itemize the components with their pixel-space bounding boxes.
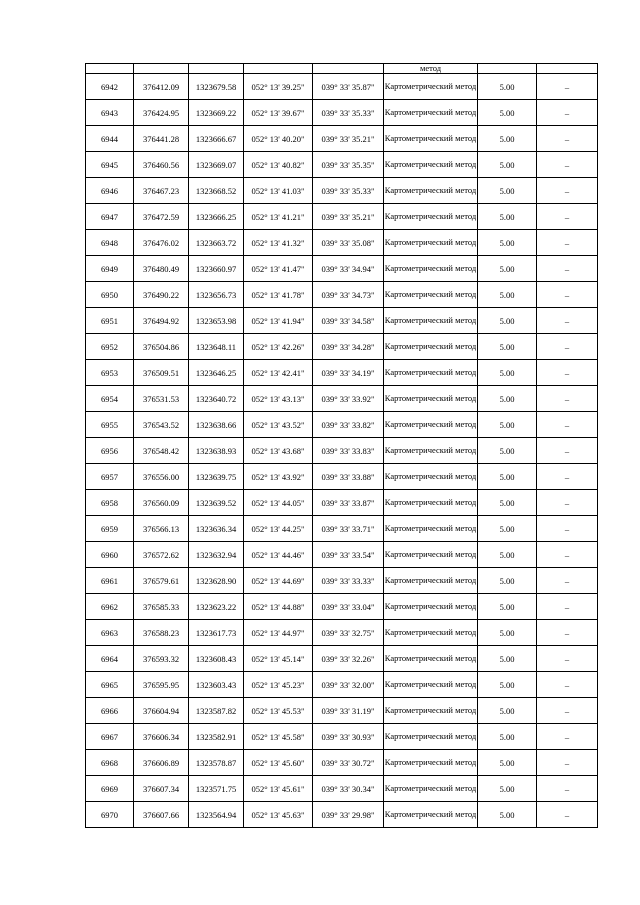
cell-latitude: 052° 13' 41.94" xyxy=(244,308,313,334)
cell-latitude: 052° 13' 45.63" xyxy=(244,802,313,828)
cell-x: 376531.53 xyxy=(134,386,189,412)
cell-point-number: 6944 xyxy=(86,126,134,152)
table-row xyxy=(86,178,598,204)
cell-method: Картометрический метод xyxy=(384,620,478,646)
table-row xyxy=(86,776,598,802)
cell-accuracy: 5.00 xyxy=(478,412,537,438)
cell-x: 376548.42 xyxy=(134,438,189,464)
table-row xyxy=(86,204,598,230)
cell-latitude: 052° 13' 41.78" xyxy=(244,282,313,308)
cell-description: – xyxy=(537,750,598,776)
cell-latitude: 052° 13' 41.21" xyxy=(244,204,313,230)
cell-method: Картометрический метод xyxy=(384,308,478,334)
cell-description: – xyxy=(537,490,598,516)
cell-y: 1323669.07 xyxy=(189,152,244,178)
cell-point-number: 6961 xyxy=(86,568,134,594)
cell-point-number: 6951 xyxy=(86,308,134,334)
cell-method: Картометрический метод xyxy=(384,256,478,282)
cell-longitude: 039° 33' 33.87" xyxy=(313,490,384,516)
cell-point-number: 6943 xyxy=(86,100,134,126)
cell-longitude: 039° 33' 34.28" xyxy=(313,334,384,360)
cell-point-number: 6953 xyxy=(86,360,134,386)
cell-accuracy: 5.00 xyxy=(478,620,537,646)
coordinates-table xyxy=(85,63,598,828)
cell-latitude: 052° 13' 42.41" xyxy=(244,360,313,386)
cell-description: – xyxy=(537,568,598,594)
cell-accuracy: 5.00 xyxy=(478,568,537,594)
table-row xyxy=(86,438,598,464)
cell-description: – xyxy=(537,100,598,126)
cell-latitude: 052° 13' 39.67" xyxy=(244,100,313,126)
cell-x: 376560.09 xyxy=(134,490,189,516)
cell-x: 376607.66 xyxy=(134,802,189,828)
cell-x: 376607.34 xyxy=(134,776,189,802)
cell-longitude: 039° 33' 35.08" xyxy=(313,230,384,256)
cell-point-number xyxy=(86,64,134,74)
cell-latitude: 052° 13' 44.69" xyxy=(244,568,313,594)
cell-x: 376494.92 xyxy=(134,308,189,334)
cell-latitude: 052° 13' 43.92" xyxy=(244,464,313,490)
cell-description: – xyxy=(537,74,598,100)
table-row xyxy=(86,412,598,438)
cell-method: Картометрический метод xyxy=(384,334,478,360)
cell-accuracy: 5.00 xyxy=(478,464,537,490)
cell-point-number: 6952 xyxy=(86,334,134,360)
cell-method: Картометрический метод xyxy=(384,750,478,776)
cell-latitude: 052° 13' 44.05" xyxy=(244,490,313,516)
cell-point-number: 6960 xyxy=(86,542,134,568)
cell-y: 1323638.93 xyxy=(189,438,244,464)
cell-x: 376480.49 xyxy=(134,256,189,282)
cell-description: – xyxy=(537,776,598,802)
cell-point-number: 6967 xyxy=(86,724,134,750)
table-row xyxy=(86,464,598,490)
cell-method: Картометрический метод xyxy=(384,438,478,464)
cell-longitude: 039° 33' 35.21" xyxy=(313,126,384,152)
cell-point-number: 6946 xyxy=(86,178,134,204)
cell-accuracy: 5.00 xyxy=(478,282,537,308)
cell-x: 376412.09 xyxy=(134,74,189,100)
table-row xyxy=(86,672,598,698)
cell-method: Картометрический метод xyxy=(384,776,478,802)
cell-point-number: 6959 xyxy=(86,516,134,542)
cell-accuracy: 5.00 xyxy=(478,438,537,464)
cell-point-number: 6948 xyxy=(86,230,134,256)
cell-y: 1323582.91 xyxy=(189,724,244,750)
cell-accuracy: 5.00 xyxy=(478,750,537,776)
cell-longitude: 039° 33' 32.26" xyxy=(313,646,384,672)
cell-y: 1323666.25 xyxy=(189,204,244,230)
cell-y: 1323669.22 xyxy=(189,100,244,126)
table-row xyxy=(86,490,598,516)
table-row xyxy=(86,100,598,126)
cell-accuracy: 5.00 xyxy=(478,646,537,672)
cell-description: – xyxy=(537,438,598,464)
cell-point-number: 6968 xyxy=(86,750,134,776)
cell-accuracy: 5.00 xyxy=(478,178,537,204)
cell-longitude xyxy=(313,64,384,74)
cell-latitude: 052° 13' 40.82" xyxy=(244,152,313,178)
cell-latitude: 052° 13' 43.68" xyxy=(244,438,313,464)
cell-description: – xyxy=(537,802,598,828)
cell-point-number: 6963 xyxy=(86,620,134,646)
cell-longitude: 039° 33' 33.33" xyxy=(313,568,384,594)
cell-point-number: 6942 xyxy=(86,74,134,100)
cell-longitude: 039° 33' 35.87" xyxy=(313,74,384,100)
cell-longitude: 039° 33' 31.19" xyxy=(313,698,384,724)
cell-x xyxy=(134,64,189,74)
cell-latitude: 052° 13' 45.14" xyxy=(244,646,313,672)
cell-longitude: 039° 33' 34.73" xyxy=(313,282,384,308)
cell-point-number: 6969 xyxy=(86,776,134,802)
cell-accuracy: 5.00 xyxy=(478,516,537,542)
cell-x: 376543.52 xyxy=(134,412,189,438)
cell-latitude: 052° 13' 40.20" xyxy=(244,126,313,152)
cell-x: 376606.34 xyxy=(134,724,189,750)
cell-y: 1323578.87 xyxy=(189,750,244,776)
cell-x: 376460.56 xyxy=(134,152,189,178)
cell-y: 1323632.94 xyxy=(189,542,244,568)
cell-description: – xyxy=(537,698,598,724)
cell-y: 1323617.73 xyxy=(189,620,244,646)
cell-x: 376604.94 xyxy=(134,698,189,724)
table-row xyxy=(86,256,598,282)
cell-method: Картометрический метод xyxy=(384,490,478,516)
cell-x: 376566.13 xyxy=(134,516,189,542)
cell-longitude: 039° 33' 34.19" xyxy=(313,360,384,386)
cell-method: Картометрический метод xyxy=(384,568,478,594)
cell-x: 376424.95 xyxy=(134,100,189,126)
cell-description: – xyxy=(537,594,598,620)
cell-description: – xyxy=(537,386,598,412)
cell-point-number: 6949 xyxy=(86,256,134,282)
cell-method: метод xyxy=(384,64,478,74)
cell-point-number: 6947 xyxy=(86,204,134,230)
table-row xyxy=(86,802,598,828)
cell-description: – xyxy=(537,672,598,698)
cell-method: Картометрический метод xyxy=(384,516,478,542)
cell-longitude: 039° 33' 33.54" xyxy=(313,542,384,568)
table-row xyxy=(86,594,598,620)
cell-y: 1323603.43 xyxy=(189,672,244,698)
cell-longitude: 039° 33' 33.92" xyxy=(313,386,384,412)
cell-description: – xyxy=(537,360,598,386)
cell-accuracy: 5.00 xyxy=(478,490,537,516)
cell-accuracy: 5.00 xyxy=(478,698,537,724)
cell-description: – xyxy=(537,620,598,646)
cell-accuracy: 5.00 xyxy=(478,74,537,100)
table-row xyxy=(86,308,598,334)
cell-latitude: 052° 13' 44.25" xyxy=(244,516,313,542)
cell-latitude: 052° 13' 44.97" xyxy=(244,620,313,646)
cell-y: 1323656.73 xyxy=(189,282,244,308)
cell-accuracy xyxy=(478,64,537,74)
cell-y: 1323639.75 xyxy=(189,464,244,490)
cell-longitude: 039° 33' 33.88" xyxy=(313,464,384,490)
cell-x: 376467.23 xyxy=(134,178,189,204)
table-row xyxy=(86,152,598,178)
cell-method: Картометрический метод xyxy=(384,386,478,412)
table-row xyxy=(86,282,598,308)
cell-description: – xyxy=(537,282,598,308)
cell-accuracy: 5.00 xyxy=(478,204,537,230)
cell-longitude: 039° 33' 35.21" xyxy=(313,204,384,230)
cell-description: – xyxy=(537,308,598,334)
cell-description: – xyxy=(537,334,598,360)
cell-x: 376585.33 xyxy=(134,594,189,620)
cell-method: Картометрический метод xyxy=(384,672,478,698)
table-row xyxy=(86,620,598,646)
cell-point-number: 6956 xyxy=(86,438,134,464)
table-row xyxy=(86,568,598,594)
cell-y: 1323587.82 xyxy=(189,698,244,724)
cell-point-number: 6957 xyxy=(86,464,134,490)
cell-latitude: 052° 13' 39.25" xyxy=(244,74,313,100)
cell-x: 376572.62 xyxy=(134,542,189,568)
cell-description: – xyxy=(537,464,598,490)
cell-latitude: 052° 13' 44.46" xyxy=(244,542,313,568)
cell-accuracy: 5.00 xyxy=(478,542,537,568)
cell-method: Картометрический метод xyxy=(384,282,478,308)
cell-accuracy: 5.00 xyxy=(478,776,537,802)
cell-longitude: 039° 33' 30.34" xyxy=(313,776,384,802)
cell-accuracy: 5.00 xyxy=(478,126,537,152)
cell-x: 376441.28 xyxy=(134,126,189,152)
cell-description: – xyxy=(537,178,598,204)
cell-longitude: 039° 33' 34.94" xyxy=(313,256,384,282)
cell-method: Картометрический метод xyxy=(384,360,478,386)
table-row xyxy=(86,750,598,776)
cell-y: 1323608.43 xyxy=(189,646,244,672)
cell-accuracy: 5.00 xyxy=(478,802,537,828)
cell-accuracy: 5.00 xyxy=(478,230,537,256)
cell-y: 1323679.58 xyxy=(189,74,244,100)
cell-description: – xyxy=(537,230,598,256)
cell-accuracy: 5.00 xyxy=(478,386,537,412)
cell-accuracy: 5.00 xyxy=(478,256,537,282)
cell-longitude: 039° 33' 35.33" xyxy=(313,178,384,204)
cell-method: Картометрический метод xyxy=(384,698,478,724)
cell-accuracy: 5.00 xyxy=(478,360,537,386)
cell-longitude: 039° 33' 33.83" xyxy=(313,438,384,464)
cell-x: 376509.51 xyxy=(134,360,189,386)
cell-longitude: 039° 33' 33.71" xyxy=(313,516,384,542)
cell-point-number: 6958 xyxy=(86,490,134,516)
cell-point-number: 6966 xyxy=(86,698,134,724)
cell-accuracy: 5.00 xyxy=(478,724,537,750)
table-body xyxy=(86,64,598,828)
cell-y: 1323639.52 xyxy=(189,490,244,516)
cell-y: 1323646.25 xyxy=(189,360,244,386)
cell-point-number: 6962 xyxy=(86,594,134,620)
cell-longitude: 039° 33' 32.75" xyxy=(313,620,384,646)
cell-y xyxy=(189,64,244,74)
cell-description: – xyxy=(537,256,598,282)
cell-x: 376588.23 xyxy=(134,620,189,646)
cell-method: Картометрический метод xyxy=(384,646,478,672)
cell-method: Картометрический метод xyxy=(384,126,478,152)
cell-longitude: 039° 33' 34.58" xyxy=(313,308,384,334)
cell-description: – xyxy=(537,126,598,152)
table-row xyxy=(86,386,598,412)
cell-method: Картометрический метод xyxy=(384,204,478,230)
cell-y: 1323571.75 xyxy=(189,776,244,802)
cell-method: Картометрический метод xyxy=(384,230,478,256)
cell-point-number: 6964 xyxy=(86,646,134,672)
cell-y: 1323638.66 xyxy=(189,412,244,438)
cell-x: 376595.95 xyxy=(134,672,189,698)
cell-latitude: 052° 13' 45.60" xyxy=(244,750,313,776)
cell-description: – xyxy=(537,542,598,568)
cell-longitude: 039° 33' 30.93" xyxy=(313,724,384,750)
cell-y: 1323668.52 xyxy=(189,178,244,204)
cell-latitude: 052° 13' 41.47" xyxy=(244,256,313,282)
cell-method: Картометрический метод xyxy=(384,412,478,438)
cell-latitude: 052° 13' 42.26" xyxy=(244,334,313,360)
cell-description: – xyxy=(537,516,598,542)
cell-longitude: 039° 33' 32.00" xyxy=(313,672,384,698)
cell-accuracy: 5.00 xyxy=(478,152,537,178)
table-row xyxy=(86,360,598,386)
cell-x: 376593.32 xyxy=(134,646,189,672)
cell-y: 1323666.67 xyxy=(189,126,244,152)
cell-method: Картометрический метод xyxy=(384,542,478,568)
cell-longitude: 039° 33' 35.33" xyxy=(313,100,384,126)
cell-description xyxy=(537,64,598,74)
table-row xyxy=(86,516,598,542)
table-row-continued xyxy=(86,64,598,74)
cell-x: 376476.02 xyxy=(134,230,189,256)
cell-accuracy: 5.00 xyxy=(478,334,537,360)
cell-x: 376606.89 xyxy=(134,750,189,776)
cell-y: 1323648.11 xyxy=(189,334,244,360)
cell-latitude: 052° 13' 41.03" xyxy=(244,178,313,204)
cell-latitude: 052° 13' 43.52" xyxy=(244,412,313,438)
cell-description: – xyxy=(537,646,598,672)
cell-latitude: 052° 13' 45.53" xyxy=(244,698,313,724)
cell-description: – xyxy=(537,724,598,750)
cell-x: 376472.59 xyxy=(134,204,189,230)
cell-accuracy: 5.00 xyxy=(478,594,537,620)
cell-x: 376579.61 xyxy=(134,568,189,594)
cell-x: 376490.22 xyxy=(134,282,189,308)
cell-y: 1323628.90 xyxy=(189,568,244,594)
cell-x: 376556.00 xyxy=(134,464,189,490)
cell-accuracy: 5.00 xyxy=(478,308,537,334)
cell-y: 1323623.22 xyxy=(189,594,244,620)
cell-accuracy: 5.00 xyxy=(478,100,537,126)
cell-y: 1323564.94 xyxy=(189,802,244,828)
table-row xyxy=(86,724,598,750)
cell-description: – xyxy=(537,412,598,438)
cell-method: Картометрический метод xyxy=(384,152,478,178)
cell-latitude xyxy=(244,64,313,74)
cell-longitude: 039° 33' 30.72" xyxy=(313,750,384,776)
table-row xyxy=(86,698,598,724)
cell-method: Картометрический метод xyxy=(384,100,478,126)
table-row xyxy=(86,542,598,568)
cell-longitude: 039° 33' 35.35" xyxy=(313,152,384,178)
cell-method: Картометрический метод xyxy=(384,802,478,828)
cell-point-number: 6965 xyxy=(86,672,134,698)
cell-method: Картометрический метод xyxy=(384,178,478,204)
cell-x: 376504.86 xyxy=(134,334,189,360)
table-row xyxy=(86,334,598,360)
cell-y: 1323660.97 xyxy=(189,256,244,282)
cell-longitude: 039° 33' 33.04" xyxy=(313,594,384,620)
cell-point-number: 6954 xyxy=(86,386,134,412)
cell-y: 1323636.34 xyxy=(189,516,244,542)
cell-latitude: 052° 13' 43.13" xyxy=(244,386,313,412)
cell-method: Картометрический метод xyxy=(384,594,478,620)
cell-latitude: 052° 13' 41.32" xyxy=(244,230,313,256)
cell-method: Картометрический метод xyxy=(384,724,478,750)
table-row xyxy=(86,230,598,256)
cell-y: 1323653.98 xyxy=(189,308,244,334)
cell-description: – xyxy=(537,152,598,178)
cell-point-number: 6950 xyxy=(86,282,134,308)
cell-method: Картометрический метод xyxy=(384,74,478,100)
cell-method: Картометрический метод xyxy=(384,464,478,490)
cell-accuracy: 5.00 xyxy=(478,672,537,698)
cell-point-number: 6970 xyxy=(86,802,134,828)
cell-y: 1323663.72 xyxy=(189,230,244,256)
cell-latitude: 052° 13' 45.58" xyxy=(244,724,313,750)
cell-latitude: 052° 13' 44.88" xyxy=(244,594,313,620)
table-row xyxy=(86,74,598,100)
cell-longitude: 039° 33' 33.82" xyxy=(313,412,384,438)
cell-longitude: 039° 33' 29.98" xyxy=(313,802,384,828)
cell-y: 1323640.72 xyxy=(189,386,244,412)
cell-description: – xyxy=(537,204,598,230)
table-row xyxy=(86,646,598,672)
cell-latitude: 052° 13' 45.23" xyxy=(244,672,313,698)
table-row xyxy=(86,126,598,152)
cell-point-number: 6945 xyxy=(86,152,134,178)
cell-point-number: 6955 xyxy=(86,412,134,438)
cell-latitude: 052° 13' 45.61" xyxy=(244,776,313,802)
